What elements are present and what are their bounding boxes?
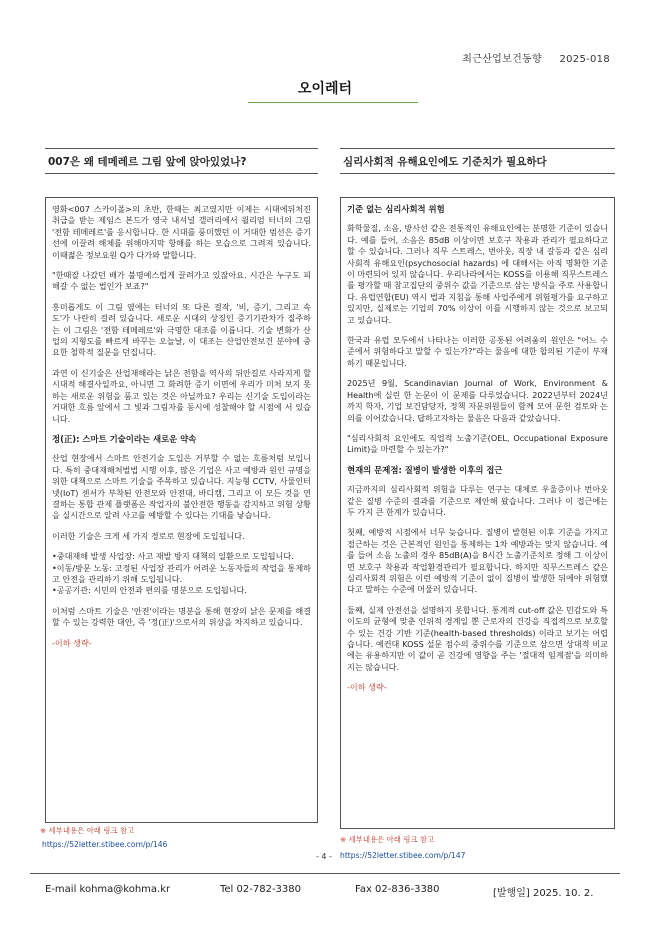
- right-article-box: [340, 197, 615, 829]
- list-item: •이동/방문 노동: 고정된 사업장 관리가 어려운 노동자들의 작업을 통제하고 안전을 관리하기 위해 도입됩니다.: [52, 562, 311, 584]
- list-item: •공공기관: 시민의 안전과 편의를 명분으로 도입됩니다.: [52, 585, 247, 596]
- footer-fax: Fax 02-836-3380: [355, 884, 440, 895]
- left-reference-note: ※ 세부내용은 아래 링크 참고: [40, 826, 135, 835]
- paragraph: 첫째, 예방적 시점에서 너무 늦습니다. 질병이 발현된 이후 기준을 가지고 접근하는 것은 근본적인 원인을 통제하는 1차 예방과는 맞지 않습니다. 예를 들어 소음 노출의 경우 85dB(A)을 8시간 노출기준치로 정해 그 이상이면 보호구 착용과 작업환경관리가 필요합니다. 하지만 직무스트레스 같은 심리사회적 위험은 이런 예방적 기준이 없이 질병이 발생한 뒤에야 위험했다고 말하는 수준에 머물러 있습니다.: [347, 527, 608, 595]
- list-item: •중대재해 발생 사업장: 사고 재발 방지 대책의 일환으로 도입됩니다.: [52, 551, 294, 562]
- left-column-heading: 007은 왜 테메레르 그림 앞에 앉아있었나?: [45, 148, 318, 174]
- header-meta: [462, 50, 610, 65]
- paragraph: 둘째, 실제 안전선을 설명하지 못합니다. 통계적 cut-off 값은 민감도와 특이도의 균형에 맞춘 인위적 경계일 뿐 근로자의 건강을 직접적으로 보호할 수 있는 건강 기반 기준(health-based thresholds) 이라고 보기는 어렵습니다. 예컨대 KOSS 설문 점수의 중위수를 기준으로 삼으면 상대적 비교에는 유용하지만 이 값이 곧 건강에 영향을 주는 '절대적 임계점'을 의미하지는 않습니다.: [347, 604, 608, 672]
- omitted-marker: -이하 생략-: [52, 637, 92, 648]
- title-underline: [248, 102, 418, 103]
- paragraph: 이러한 기술은 크게 세 가지 경로로 현장에 도입됩니다.: [52, 530, 245, 541]
- paragraph: 화학물질, 소음, 방사선 같은 전통적인 유해요인에는 분명한 기준이 있습니다. 예를 들어, 소음은 85dB 이상이면 보호구 착용과 관리가 필요하다고 할 수 있습니다. 그러나 직무 스트레스, 번아웃, 직장 내 갈등과 같은 심리사회적 유해요인(psychosocial hazards) 에 대해서는 아직 명확한 기준이 마련되어 있지 않습니다. 우리나라에서는 KOSS를 이용해 직무스트레스를 평가할 때 참고집단의 중위수 값을 기준으로 삼는 방식을 주로 사용합니다. 유럽연합(EU) 역시 법과 지침을 통해 사업주에게 위험평가를 요구하고 있지만, 실제로는 기업의 70% 이상이 이를 시행하지 않는 것으로 보고되고 있습니다.: [347, 223, 609, 325]
- quote: "한때잘 나갔던 배가 불명예스럽게 끌려가고 있잖아요. 시간은 누구도 피해갈 수 없는 법인가 보죠?": [52, 270, 311, 292]
- series-name: 최근산업보건동향: [462, 54, 542, 65]
- section-subheading: 기준 없는 심리사회적 위험: [347, 204, 445, 214]
- paragraph: 한국과 유럽 모두에서 나타나는 이러한 공통된 어려움의 원인은 "어느 수준에서 위험하다고 말할 수 있는가?"라는 물음에 대한 합의된 기준이 부재하기 때문입니다.: [347, 335, 608, 368]
- issue-number: 2025-018: [559, 54, 610, 65]
- section-subheading: 정(正): 스마트 기술이라는 새로운 약속: [52, 433, 197, 444]
- paragraph: 산업 현장에서 스마트 안전기술 도입은 거부할 수 없는 흐름처럼 보입니다. 특히 중대재해처벌법 시행 이후, 많은 기업은 사고 예방과 원인 규명을 위한 대책으로 스마트 기술을 주목하고 있습니다. 지능형 CCTV, 사물인터넷(IoT) 센서가 부착된 안전모와 안전대, 바디캠, 그리고 이 모든 것을 연결하는 통합 관제 플랫폼은 작업자의 불안전한 행동을 감지하고 위험 상황을 실시간으로 알려 사고를 예방할 수 있다는 기대를 낳습니다.: [52, 453, 311, 521]
- footer-divider: [30, 873, 620, 874]
- page-number: - 4 -: [316, 852, 332, 861]
- right-column-heading: 심리사회적 유해요인에도 기준치가 필요하다: [340, 148, 615, 174]
- omitted-marker: -이하 생략-: [347, 682, 387, 693]
- paragraph: 흥미롭게도 이 그림 옆에는 터너의 또 다른 걸작, '비, 증기, 그리고 속도'가 나란히 걸려 있습니다. 새로운 시대의 상징인 증기기관차가 질주하는 이 그림은 '전함 테메레르'와 극명한 대조를 이룹니다. 기술 변화가 산업의 지형도를 빠르게 바꾸는 오늘날, 이 대조는 산업안전보건 분야에 중요한 철학적 질문을 던집니다.: [52, 301, 311, 358]
- left-article-link[interactable]: https://52letter.stibee.com/p/146: [42, 840, 168, 849]
- footer-issue-date: [발행일] 2025. 10. 2.: [493, 888, 594, 899]
- footer-email: E-mail kohma@kohma.kr: [45, 884, 171, 895]
- page-title: 오이레터: [297, 81, 353, 97]
- paragraph: 영화<007 스카이폴>의 초반, 한때는 최고였지만 이제는 시대에뒤처진 취급을 받는 제임스 본드가 영국 내셔널 갤러리에서 윌리엄 터너의 그림 '전함 테메레르'를 응시합니다. 한 시대를 풍미했던 이 거대한 범선은 증기선에 이끌려 해체를 위해마지막 항해를 하는 모습으로 그려져 있습니다. 이때젊은 정보요원 Q가 다가와 말합니다.: [52, 204, 311, 260]
- left-article-box: [45, 197, 318, 823]
- paragraph: 2025년 9월, Scandinavian Journal of Work, Environment & Health에 실린 한 논문이 이 문제를 다루었습니다. 2022년부터 2024년까지 학자, 기업 보건담당자, 정책 자문위원들이 함께 모여 문헌 검토와 논의를 이어갔습니다. 답하고자하는 물음은 다음과 같았습니다.: [347, 378, 608, 423]
- section-subheading: 현재의 문제점: 질병이 발생한 이후의 접근: [347, 464, 503, 475]
- right-article-link[interactable]: https://52letter.stibee.com/p/147: [340, 851, 466, 860]
- footer-tel: Tel 02-782-3380: [220, 884, 301, 895]
- right-reference-note: ※ 세부내용은 아래 링크 참고: [340, 835, 435, 844]
- paragraph: 이처럼 스마트 기술은 '안전'이라는 명분을 통해 현장의 낡은 문제를 해결할 수 있는 강력한 대안, 즉 '정(正)'으로서의 위상을 차지하고 있습니다.: [52, 605, 311, 628]
- quote: "심리사회적 요인에도 직업적 노출기준(OEL, Occupational Exposure Limit)을 마련할 수 있는가?": [347, 432, 608, 455]
- paragraph: 지금까지의 심리사회적 위험을 다루는 연구는 대체로 우울증이나 번아웃 같은 질병 수준의 결과를 기준으로 제안해 왔습니다. 그러나 이 접근에는 두 가지 큰 한계가 있습니다.: [347, 484, 608, 517]
- paragraph: 과연 이 신기술은 산업재해라는 낡은 전함을 역사의 뒤안길로 사라지게 할 시대적 해결사일까요, 아니면 그 화려한 증기 이면에 우리가 미처 보지 못하는 새로운 위험을 품고 있는 것은 아닐까요? 우리는 신기술 도입이라는 거대한 흐름 앞에서 그 빛과 그림자를 동시에 성찰해야 할 시점에 서 있습니다.: [52, 367, 311, 424]
